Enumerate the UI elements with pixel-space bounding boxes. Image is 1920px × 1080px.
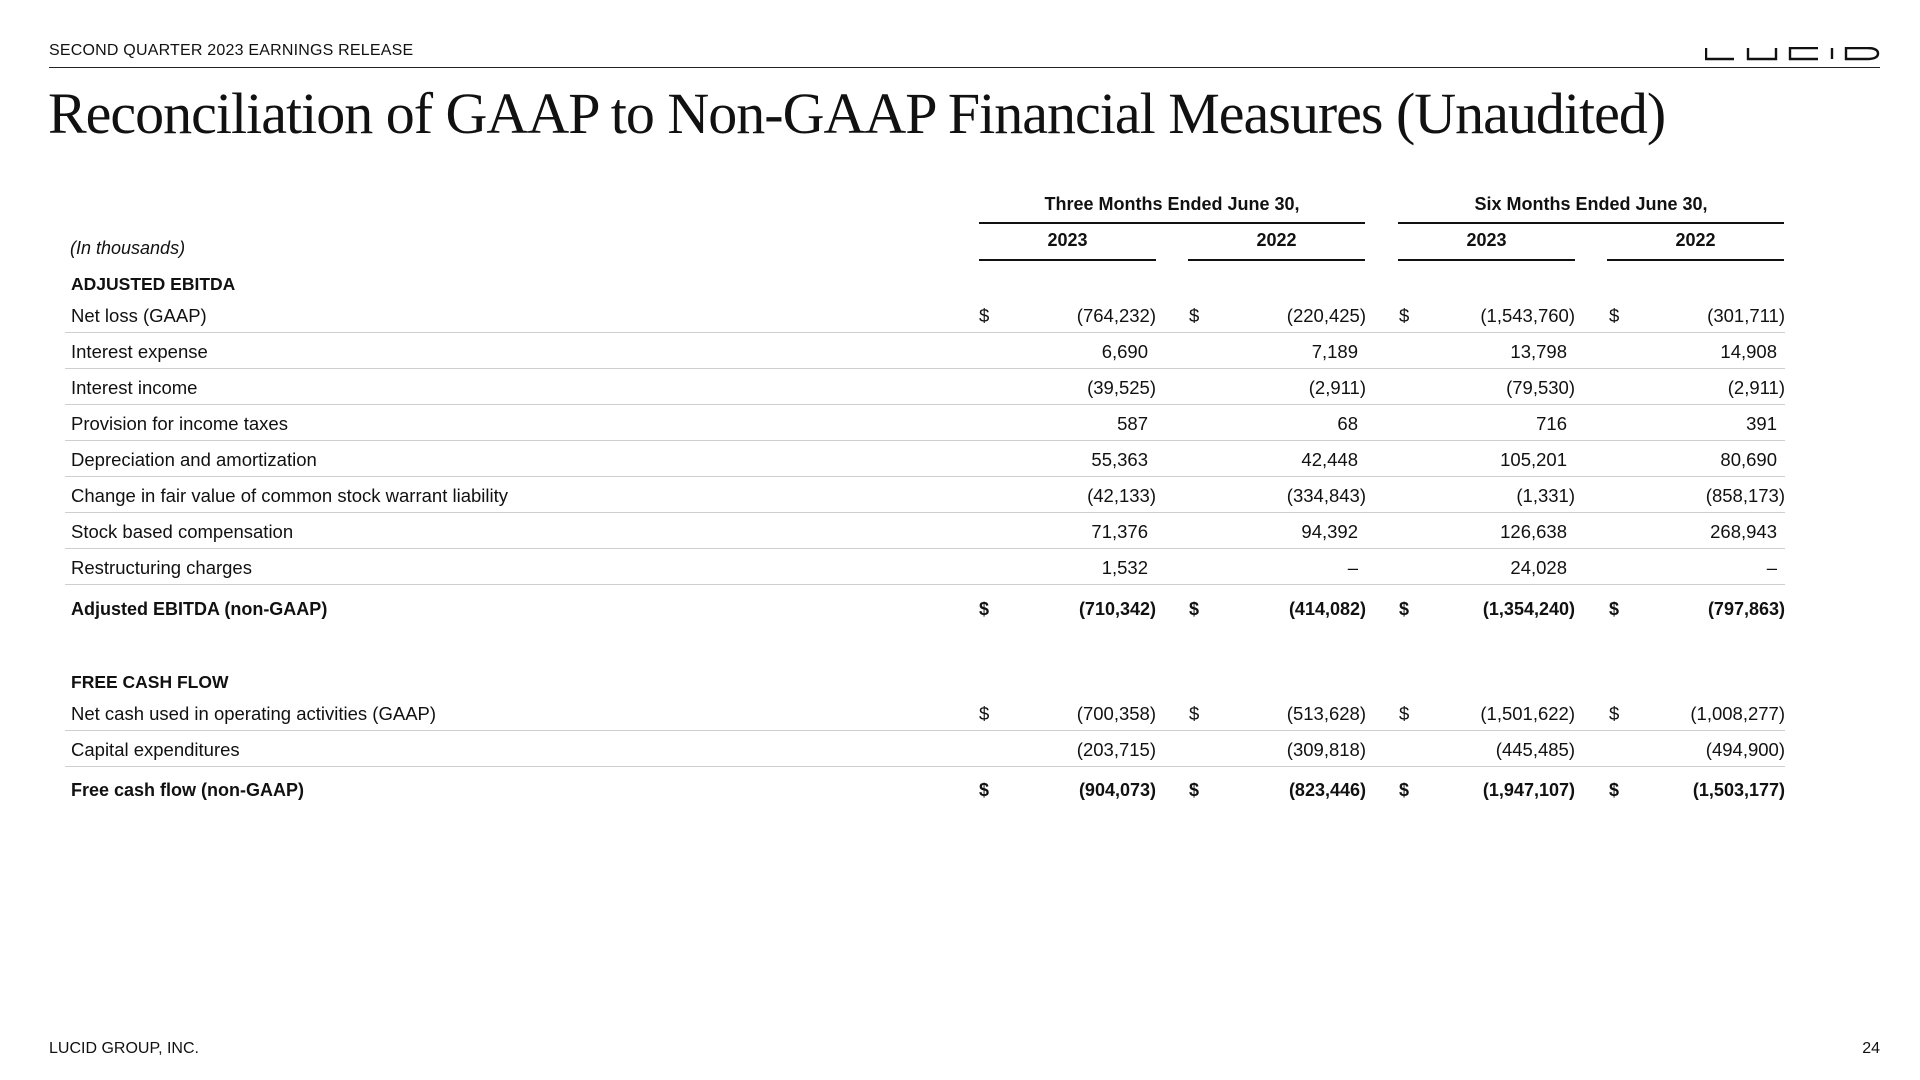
cell-6m-2023: 105,201 (1500, 449, 1567, 470)
row-label: Change in fair value of common stock warrant liability (71, 485, 508, 506)
cell-6m-2023: 13,798 (1510, 341, 1567, 362)
currency-symbol: $ (1399, 305, 1410, 326)
currency-symbol: $ (1399, 599, 1410, 619)
cell-q2-2023: 6,690 (1101, 341, 1148, 362)
table-row-total (65, 591, 1785, 627)
cell-6m-2022: 268,943 (1710, 521, 1777, 542)
cell-q2-2023: (39,525) (1087, 377, 1156, 398)
lucid-logo (1705, 47, 1880, 61)
header-rule (49, 67, 1880, 68)
currency-symbol: $ (1189, 703, 1200, 724)
year-header: 2023 (1466, 230, 1507, 250)
table-row (65, 441, 1785, 477)
cell-q2-2023: 55,363 (1091, 449, 1148, 470)
cell-6m-2022: (301,711) (1707, 305, 1785, 326)
cell-6m-2022: (1,008,277) (1690, 703, 1785, 724)
cell-6m-2022: 14,908 (1720, 341, 1777, 362)
currency-symbol: $ (979, 780, 990, 800)
table-row (65, 477, 1785, 513)
cell-q2-2022: (309,818) (1286, 739, 1366, 760)
cell-6m-2022: (2,911) (1727, 377, 1785, 398)
currency-symbol: $ (1609, 780, 1620, 800)
cell-q2-2023: 1,532 (1101, 557, 1148, 578)
table-row (65, 297, 1785, 333)
year-rule (979, 259, 1156, 261)
cell-6m-2022: (1,503,177) (1692, 780, 1785, 800)
cell-6m-2022: (858,173) (1705, 485, 1785, 506)
currency-symbol: $ (979, 305, 990, 326)
currency-symbol: $ (979, 599, 990, 619)
cell-q2-2022: (334,843) (1286, 485, 1366, 506)
currency-symbol: $ (1189, 599, 1200, 619)
table-row (65, 333, 1785, 369)
cell-q2-2023: (203,715) (1076, 739, 1156, 760)
group-header-three-months: Three Months Ended June 30, (1044, 194, 1300, 214)
page-number: 24 (1862, 1040, 1880, 1057)
cell-6m-2022: (797,863) (1707, 599, 1785, 619)
currency-symbol: $ (1609, 599, 1620, 619)
row-label: Interest income (71, 377, 198, 398)
cell-6m-2023: (1,354,240) (1482, 599, 1575, 619)
currency-symbol: $ (1609, 703, 1620, 724)
row-label: Restructuring charges (71, 557, 252, 578)
cell-q2-2023: (764,232) (1076, 305, 1156, 326)
row-label: Adjusted EBITDA (non-GAAP) (71, 599, 328, 619)
cell-q2-2022: 94,392 (1301, 521, 1358, 542)
cell-q2-2023: 71,376 (1091, 521, 1148, 542)
footer-company: LUCID GROUP, INC. (49, 1040, 199, 1057)
cell-q2-2023: (904,073) (1078, 780, 1156, 800)
cell-6m-2022: 391 (1746, 413, 1777, 434)
currency-symbol: $ (1609, 305, 1620, 326)
row-label: Capital expenditures (71, 739, 240, 760)
cell-q2-2022: 42,448 (1301, 449, 1358, 470)
units-note: (In thousands) (70, 238, 186, 258)
group-header-six-months: Six Months Ended June 30, (1474, 194, 1708, 214)
year-rule (1607, 259, 1784, 261)
currency-symbol: $ (1399, 780, 1410, 800)
cell-6m-2023: (1,947,107) (1482, 780, 1575, 800)
row-label: Provision for income taxes (71, 413, 288, 434)
currency-symbol: $ (1189, 780, 1200, 800)
table-row (65, 405, 1785, 441)
row-label: Free cash flow (non-GAAP) (71, 780, 305, 800)
cell-q2-2022: (414,082) (1288, 599, 1366, 619)
cell-q2-2023: (710,342) (1078, 599, 1156, 619)
cell-q2-2022: 68 (1337, 413, 1358, 434)
cell-q2-2022: 7,189 (1311, 341, 1358, 362)
cell-6m-2023: 24,028 (1510, 557, 1567, 578)
currency-symbol: $ (1399, 703, 1410, 724)
cell-q2-2022: (220,425) (1286, 305, 1366, 326)
cell-q2-2023: (700,358) (1076, 703, 1156, 724)
year-header: 2023 (1047, 230, 1088, 250)
cell-q2-2023: 587 (1117, 413, 1148, 434)
cell-6m-2023: (1,331) (1516, 485, 1575, 506)
row-label: Net loss (GAAP) (71, 305, 207, 326)
cell-6m-2023: (445,485) (1495, 739, 1575, 760)
row-label: Stock based compensation (71, 521, 294, 542)
year-rule (1188, 259, 1365, 261)
table-row (65, 695, 1785, 731)
table-row (65, 549, 1785, 585)
year-header: 2022 (1256, 230, 1297, 250)
cell-6m-2023: (1,501,622) (1480, 703, 1575, 724)
cell-6m-2022: 80,690 (1720, 449, 1777, 470)
table-row (65, 369, 1785, 405)
table-row (65, 513, 1785, 549)
cell-6m-2023: (79,530) (1506, 377, 1575, 398)
year-rule (1398, 259, 1575, 261)
page-title: Reconciliation of GAAP to Non-GAAP Financial Measures (Unaudited) (48, 81, 1666, 146)
cell-6m-2023: (1,543,760) (1480, 305, 1575, 326)
currency-symbol: $ (1189, 305, 1200, 326)
cell-6m-2022: (494,900) (1705, 739, 1785, 760)
group-rule (979, 222, 1365, 224)
cell-q2-2023: (42,133) (1087, 485, 1156, 506)
group-rule (1398, 222, 1784, 224)
cell-q2-2022: (513,628) (1286, 703, 1366, 724)
header-label: SECOND QUARTER 2023 EARNINGS RELEASE (49, 42, 414, 59)
row-label: Interest expense (71, 341, 208, 362)
cell-q2-2022: (823,446) (1288, 780, 1366, 800)
row-label: Depreciation and amortization (71, 449, 317, 470)
cell-6m-2023: 716 (1536, 413, 1567, 434)
section-title-free-cash-flow: FREE CASH FLOW (71, 672, 229, 692)
table-row-total (65, 772, 1785, 808)
cell-6m-2022: – (1766, 557, 1777, 578)
year-header: 2022 (1675, 230, 1716, 250)
currency-symbol: $ (979, 703, 990, 724)
row-label: Net cash used in operating activities (GAAP) (71, 703, 437, 724)
table-row (65, 731, 1785, 767)
cell-q2-2022: – (1347, 557, 1358, 578)
cell-6m-2023: 126,638 (1500, 521, 1567, 542)
cell-q2-2022: (2,911) (1308, 377, 1366, 398)
section-title-adjusted-ebitda: ADJUSTED EBITDA (71, 274, 236, 294)
